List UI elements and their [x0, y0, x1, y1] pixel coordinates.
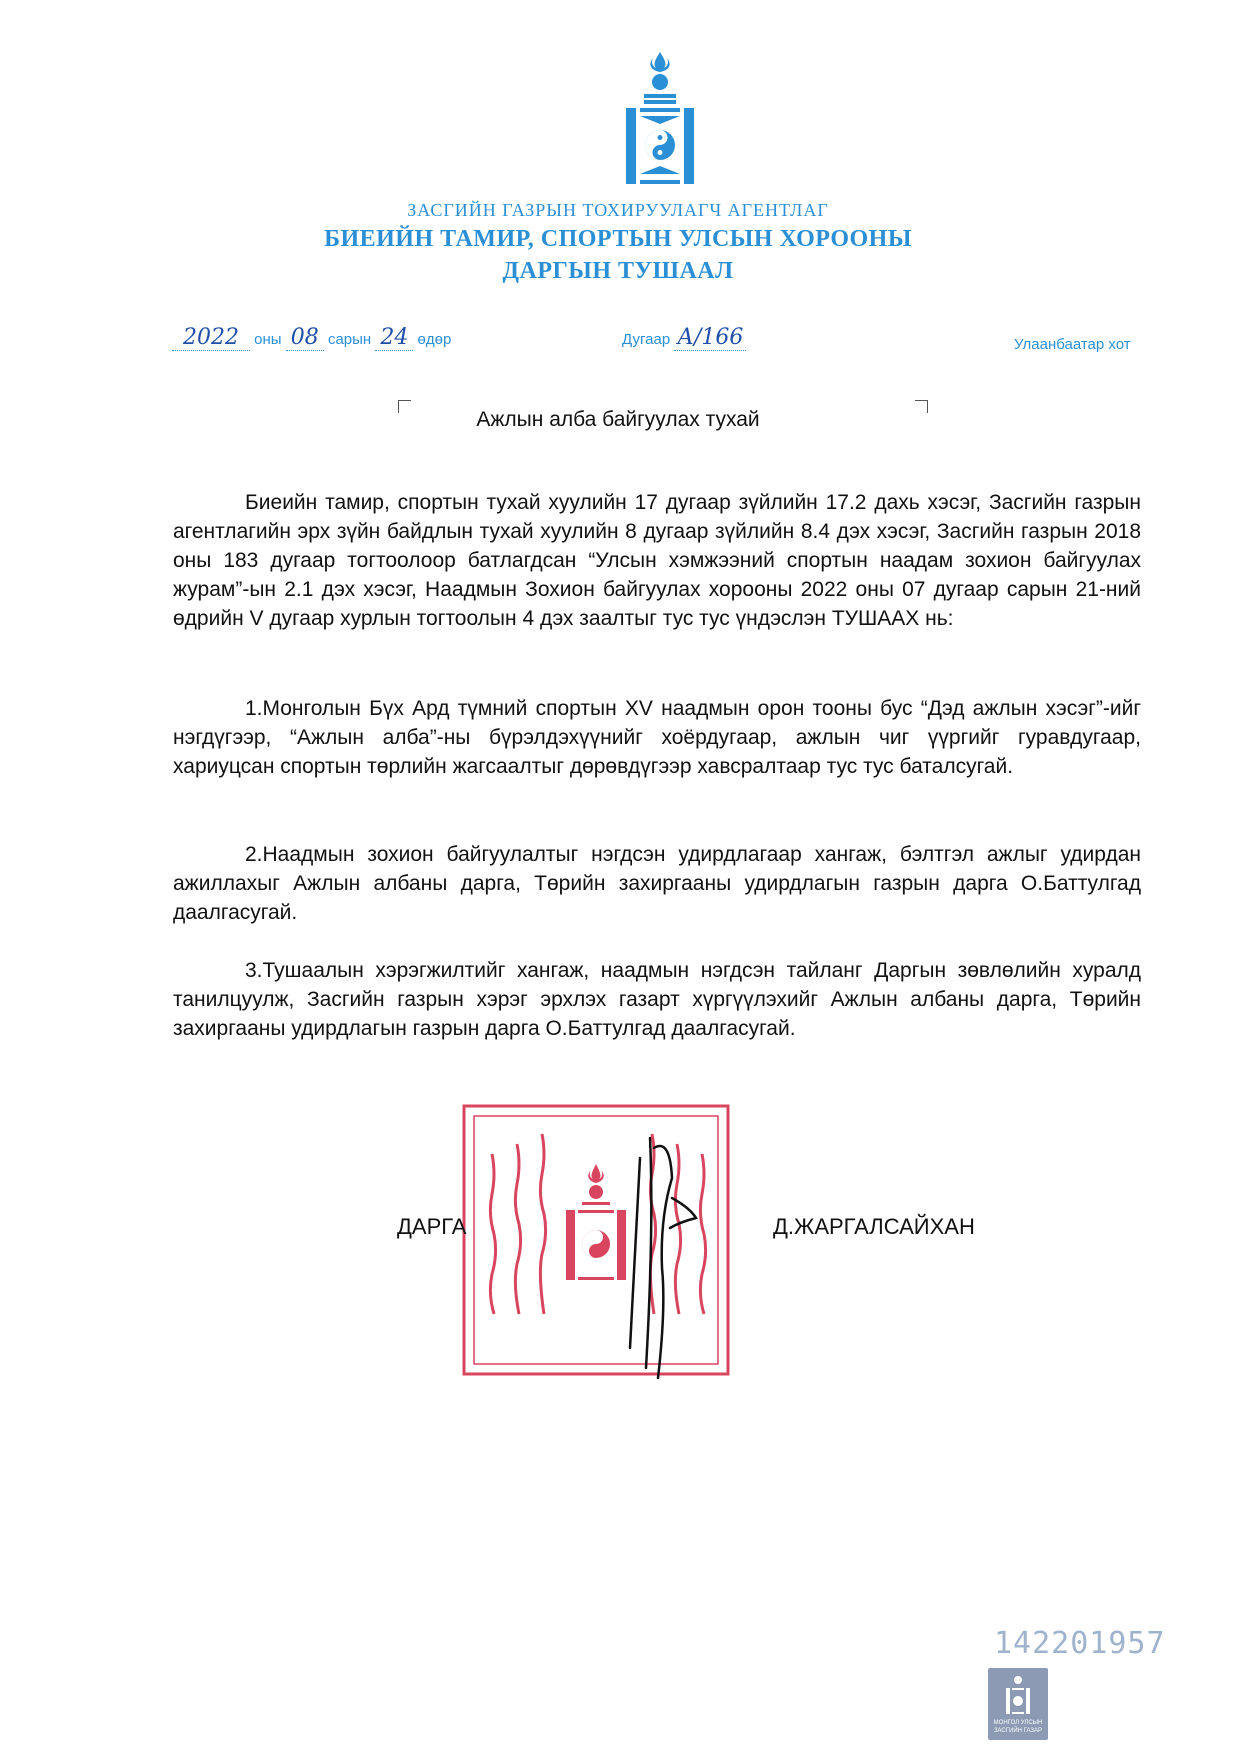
soyombo-small-icon — [988, 1668, 1048, 1720]
date-day: 24 — [375, 325, 413, 351]
government-logo-icon — [988, 1668, 1048, 1740]
date-year: 2022 — [172, 325, 250, 351]
preamble-paragraph: Биеийн тамир, спортын тухай хуулийн 17 дугаар зүйлийн 17.2 дахь хэсэг, Засгийн газрын агентлагийн эрх зүйн байдлын тухай хуулийн 8 дугаар зүйлийн 8.4 дэх хэсэг, Засгийн газрын 2018 оны 183 дугаар тогтоолоор батлагдсан “Улсын хэмжээний спортын наадам зохион байгуулах журам”-ын 2.1 дэх хэсэг, Наадмын Зохион байгуулах хорооны 2022 оны 07 дугаар сарын 21-ний өдрийн V дугаар хурлын тогтоолын 4 дэх заалтыг тус тус үндэслэн ТУШААХ нь: — [173, 491, 1141, 630]
handwritten-signature — [610, 1118, 710, 1388]
order-item-2: 2.Наадмын зохион байгуулалтыг нэгдсэн удирдлагаар хангаж, бэлтгэл ажлыг удирдан ажиллахыг Ажлын албаны дарга, Төрийн захиргааны удирдлагын газрын дарга О.Баттулгад даалгасугай. — [173, 843, 1141, 924]
number-value: А/166 — [674, 325, 746, 351]
logo-label-line2: ЗАСГИЙН ГАЗАР — [993, 1728, 1043, 1734]
signatory-name: Д.ЖАРГАЛСАЙХАН — [773, 1214, 975, 1239]
document-type-title: ДАРГЫН ТУШААЛ — [502, 258, 734, 284]
registration-number: 142201957 — [994, 1626, 1166, 1661]
date-year-suffix: оны — [254, 331, 282, 348]
date-day-suffix: өдөр — [417, 331, 452, 348]
document-number — [622, 325, 746, 351]
order-item-3: 3.Тушаалын хэрэгжилтийг хангаж, наадмын нэгдсэн тайланг Даргын зөвлөлийн хуралд танилцуулж, Засгийн газрын хэрэг эрхлэх газарт хүргүүлэхийг Ажлын албаны дарга, Төрийн захиргааны удирдлагын газрын дарга О.Баттулгад даалгасугай. — [173, 959, 1141, 1040]
document-city: Улаанбаатар хот — [1014, 336, 1131, 353]
logo-label-line1: МОНГОЛ УЛСЫН — [993, 1720, 1043, 1726]
committee-title: БИЕИЙН ТАМИР, СПОРТЫН УЛСЫН ХОРООНЫ — [324, 226, 912, 252]
date-month: 08 — [286, 325, 324, 351]
document-date — [172, 325, 451, 351]
order-item-1: 1.Монголын Бүх Ард түмний спортын XV наадмын орон тооны бус “Дэд ажлын хэсэг”-ийг нэгдүгээр, “Ажлын алба”-ны бүрэлдэхүүнийг хоёрдугаар, ажлын чиг үүргийг гуравдугаар, хариуцсан спортын төрлийн жагсаалтыг дөрөвдүгээр хавсралтаар тус тус баталсугай. — [173, 697, 1141, 778]
signatory-title: ДАРГА — [397, 1214, 467, 1239]
number-label: Дугаар — [622, 331, 671, 348]
soyombo-emblem-icon — [622, 52, 698, 188]
date-month-suffix: сарын — [327, 331, 372, 348]
document-subject: Ажлын алба байгуулах тухай — [476, 408, 760, 431]
agency-subtitle: ЗАСГИЙН ГАЗРЫН ТОХИРУУЛАГЧ АГЕНТЛАГ — [407, 200, 829, 220]
